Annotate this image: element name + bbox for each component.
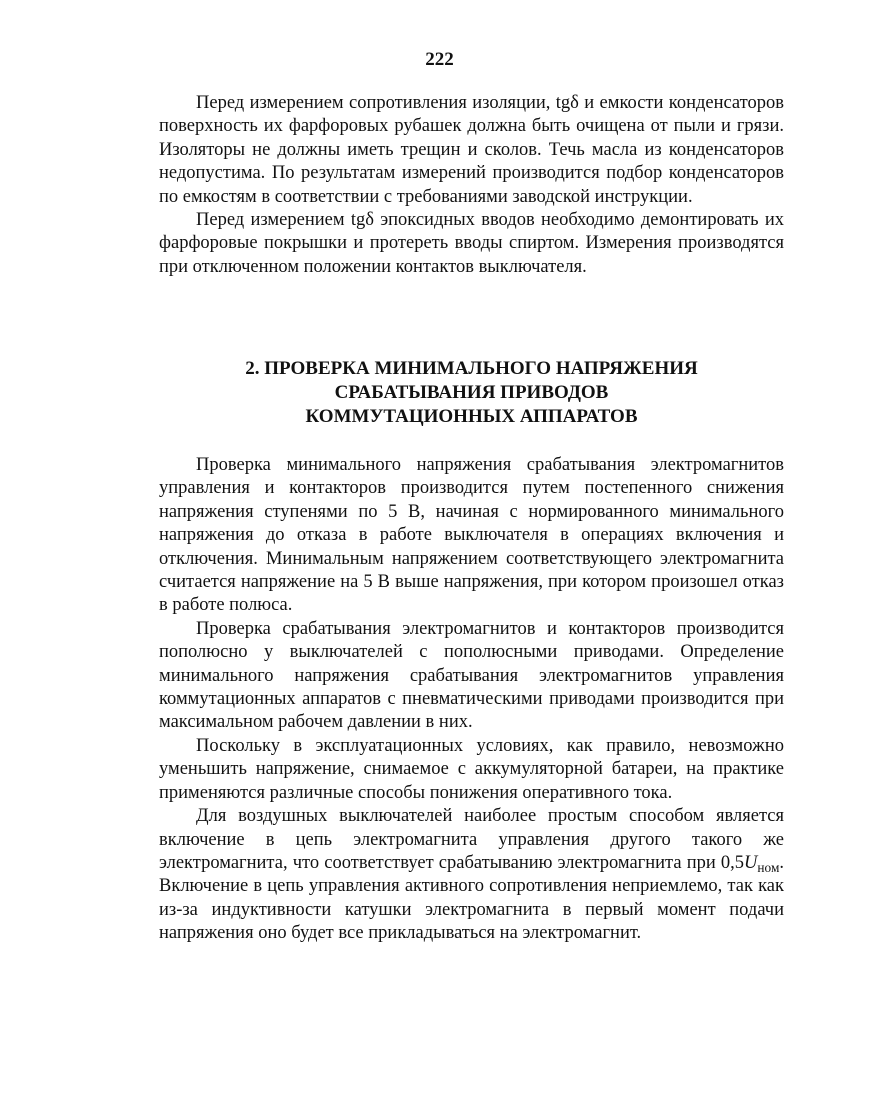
formula-coefficient: 0,5 xyxy=(720,852,745,873)
paragraph-text: . Включение в цепь управления активного сопротивления неприемлемо, так как из-за индуктивности катушки электромагнита в первый момент подачи напряжения оно будет все прикладываться на электромагнит. xyxy=(159,852,784,944)
page-number: 222 xyxy=(425,49,454,70)
paragraph: Проверка срабатывания электромагнитов и контакторов производится пополюсно у выключателей с пополюсными приводами. Определение минимального напряжения срабатывания электромагнитов управления коммутационных аппаратов с пневматическими приводами производится при максимальном рабочем давлении в них. xyxy=(159,618,784,733)
section-heading-line: 2. ПРОВЕРКА МИНИМАЛЬНОГО НАПРЯЖЕНИЯ xyxy=(245,358,698,379)
formula-subscript: ном xyxy=(757,859,780,875)
paragraph-text: Для воздушных выключателей наиболее простым способом является включение в цепь электромагнита управления другого такого же электромагнита, что соответствует срабатыванию электромагнита при xyxy=(159,806,784,873)
paragraph: Перед измерением сопротивления изоляции, tgδ и емкости конденсаторов поверхность их фарфоровых рубашек должна быть очищена от пыли и грязи. Изоляторы не должны иметь трещин и сколов. Течь масла из конденсаторов недопустима. По результатам измерений производится подбор конденсаторов по емкостям в соответствии с требованиями заводской инструкции. xyxy=(159,93,784,207)
paragraph: Проверка минимального напряжения срабатывания электромагнитов управления и контакторов производится путем постепенного снижения напряжения ступенями по 5 В, начиная с нормированного минимального напряжения до отказа в работе выключателя в операциях включения и отключения. Минимальным напряжением соответствующего электромагнита считается напряжение на 5 В выше напряжения, при котором произошел отказ в работе полюса. xyxy=(159,455,784,616)
bottom-text-block xyxy=(159,454,784,946)
paragraph-with-formula xyxy=(159,805,784,945)
formula-symbol: U xyxy=(744,852,758,873)
formula xyxy=(721,853,779,873)
paragraph: Поскольку в эксплуатационных условиях, как правило, невозможно уменьшить напряжение, снимаемое с аккумуляторной батареи, на практике применяются различные способы понижения оперативного тока. xyxy=(159,735,784,803)
section-heading xyxy=(159,357,784,429)
top-text-block xyxy=(159,92,784,279)
section-heading-line: КОММУТАЦИОННЫХ АППАРАТОВ xyxy=(305,406,638,427)
section-heading-line: СРАБАТЫВАНИЯ ПРИВОДОВ xyxy=(334,382,609,403)
paragraph: Перед измерением tgδ эпоксидных вводов необходимо демонтировать их фарфоровые покрышки и протереть вводы спиртом. Измерения производятся при отключенном положении контактов выключателя. xyxy=(159,210,784,277)
